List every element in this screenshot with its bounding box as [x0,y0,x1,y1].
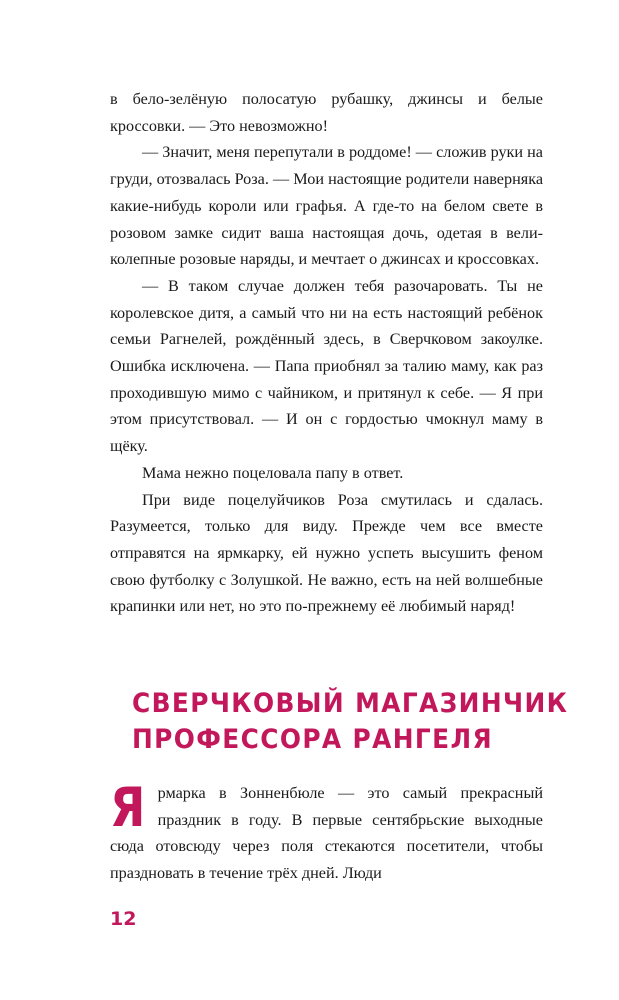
body-text [110,86,543,620]
paragraph-2: — Значит, меня перепутали в роддоме! — сложив руки на груди, отозвалась Роза. — Мои настоящие родители наверняка какие-нибудь короли или графья. А где-то на белом свете в розовом замке сидит ваша настоящая дочь, одетая в великолепные розовые наряды, и мечтает о джинсах и кроссовках. [110,143,543,269]
chapter-title [132,686,569,758]
chapter-paragraph-1: рмарка в Зонненбюле — это самый прекрасный праздник в году. В первые сентябрьские выходные сюда отовсюду через поля стекаются посетители, чтобы праздновать в течение трёх дней. Люди [110,784,543,883]
page-number: 12 [110,908,137,930]
paragraph-5: При виде поцелуйчиков Роза смутилась и сдалась. Разумеется, только для виду. Прежде чем все вместе отправятся на ярмкарку, ей нужно успеть высушить феном свою футболку с Золушкой. Не важно, есть на ней волшебные крапинки или нет, но это по-прежнему её любимый наряд! [110,490,543,616]
paragraph-1: в бело-зелёную полосатую рубашку, джинсы и белые кроссовки. — Это невозможно! [110,90,543,135]
chapter-title-line-1: СВЕРЧКОВЫЙ МАГАЗИНЧИК [132,688,569,719]
chapter-title-line-2: ПРОФЕССОРА РАНГЕЛЯ [132,724,493,755]
chapter-body [110,776,543,887]
drop-cap: Я [110,776,146,839]
paragraph-3: — В таком случае должен тебя разочаровать. Ты не королевское дитя, а самый что ни на есть настоящий ребёнок семьи Рагнелей, рождённый здесь, в Сверчковом закоулке. Ошибка исключена. — Папа приобнял за талию маму, как раз проходившую мимо с чайником, и притянул к себе. — Я при этом присутствовал. — И он с гордостью чмокнул маму в щёку. [110,276,543,456]
paragraph-4: Мама нежно поцеловала папу в ответ. [142,463,404,482]
